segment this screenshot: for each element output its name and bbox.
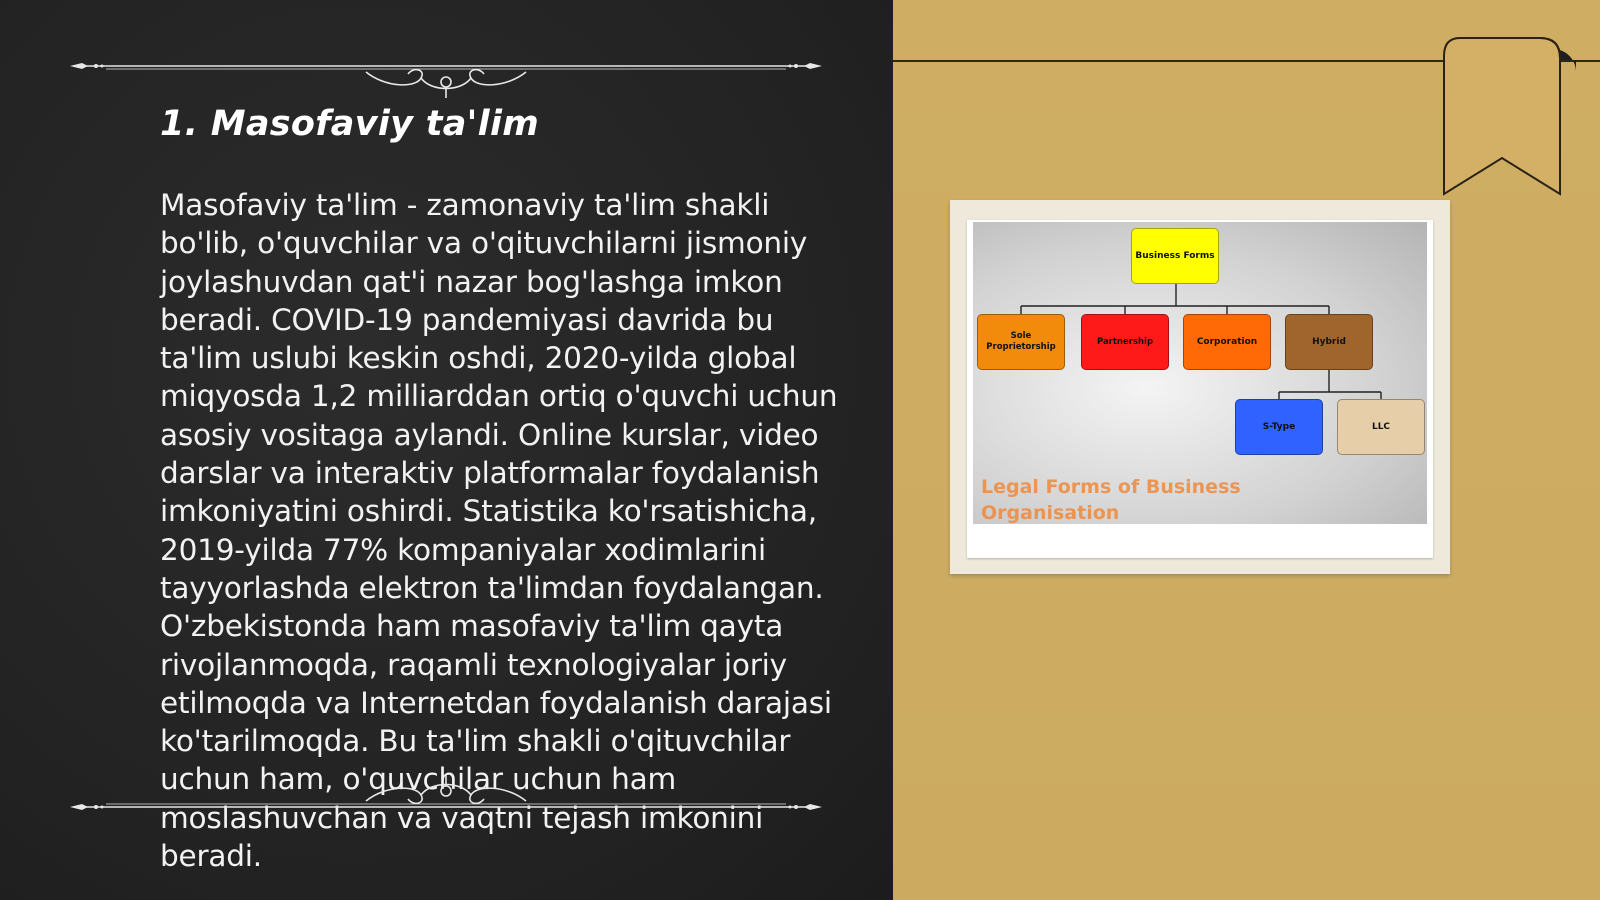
org-node-sole-proprietorship: Sole Proprietorship <box>977 314 1065 370</box>
slide-title: 1. Masofaviy ta'lim <box>160 104 540 144</box>
org-node-s-type: S-Type <box>1235 399 1323 455</box>
org-node-partnership: Partnership <box>1081 314 1169 370</box>
org-node-llc: LLC <box>1337 399 1425 455</box>
org-node-corporation: Corporation <box>1183 314 1271 370</box>
top-ornament-divider <box>66 48 826 98</box>
org-chart-image <box>973 222 1427 524</box>
org-chart-caption: Legal Forms of Business Organisation <box>981 476 1241 524</box>
org-node-root: Business Forms <box>1131 228 1219 284</box>
bookmark-ribbon-icon <box>1430 34 1600 204</box>
picture-frame <box>950 200 1450 574</box>
bottom-ornament-divider <box>66 775 826 825</box>
slide-body-text: Masofaviy ta'lim - zamonaviy ta'lim shakli bo'lib, o'quvchilar va o'qituvchilarni jismoniy joylashuvdan qat'i nazar bog'lashga imkon beradi. COVID-19 pandemiyasi davrida bu ta'lim uslubi keskin oshdi, 2020-yilda global miqyosda 1,2 milliarddan ortiq o'quvchi uchun asosiy vositaga aylandi. Online kurslar, video darslar va interaktiv platformalar foydalanish imkoniyatini oshirdi. Statistika ko'rsatishicha, 2019-yilda 77% kompaniyalar xodimlarini tayyorlashda elektron ta'limdan foydalangan. O'zbekistonda ham masofaviy ta'lim qayta rivojlanmoqda, raqamli texnologiyalar joriy etilmoqda va Internetdan foydalanish darajasi ko'tarilmoqda. Bu ta'lim shakli o'qituvchilar uchun ham, o'quvchilar uchun ham moslashuvchan va vaqtni tejash imkonini beradi. <box>160 188 838 874</box>
picture-mat <box>967 220 1433 558</box>
org-node-hybrid: Hybrid <box>1285 314 1373 370</box>
